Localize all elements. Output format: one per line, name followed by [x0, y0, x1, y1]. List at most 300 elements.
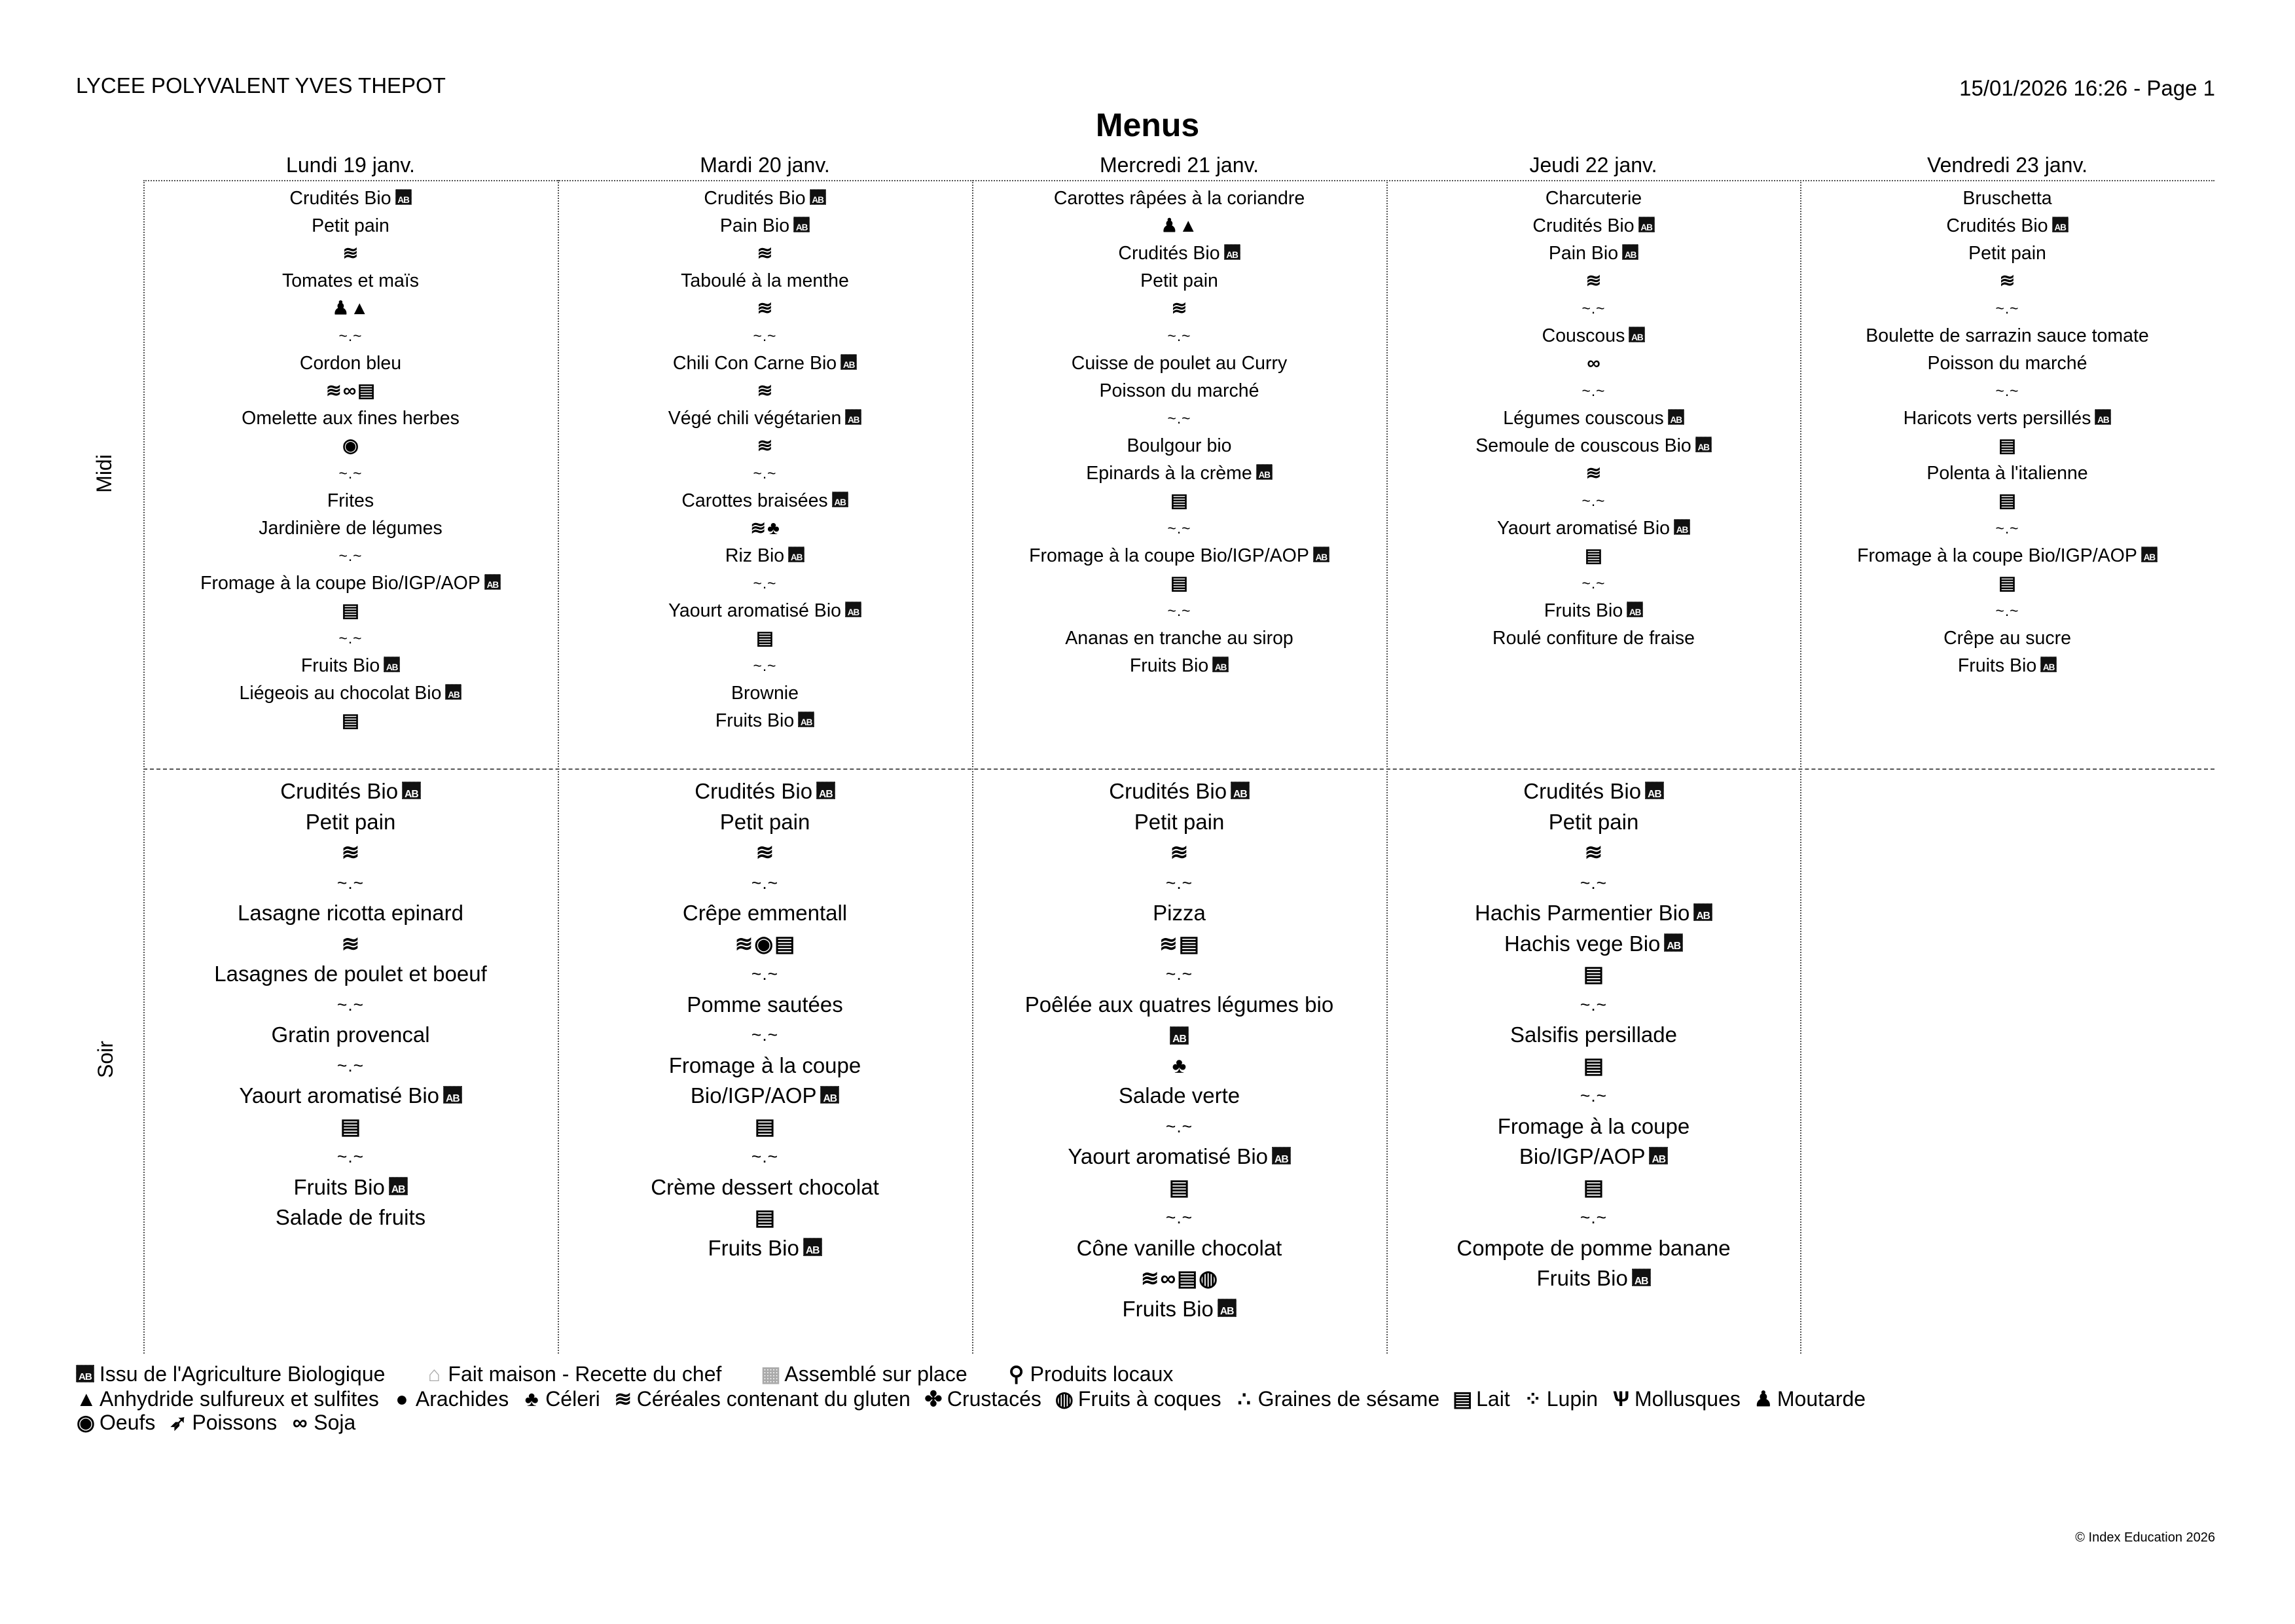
legend-label: Crustacés: [947, 1387, 1041, 1411]
course-separator: ~.~: [1995, 520, 2019, 537]
dish-label: Petit pain: [1548, 809, 1639, 834]
legend-item: [522, 1387, 600, 1411]
dish-name: [1928, 350, 2087, 377]
course-separator: ~.~: [1580, 873, 1608, 893]
dish-label: Cordon bleu: [299, 353, 402, 374]
dish-name: [1072, 350, 1288, 377]
course-separator: ~.~: [1165, 964, 1193, 984]
organic-label-icon: [484, 574, 501, 590]
dish-name: [1926, 460, 2087, 487]
organic-label-icon: [1693, 903, 1712, 922]
dish-name: [1140, 267, 1218, 295]
local-product-icon: ⚲: [1008, 1362, 1024, 1386]
gluten-icon: ≋: [325, 380, 342, 401]
course-separator: ~.~: [1581, 382, 1606, 399]
dish-label: Hachis vege Bio: [1504, 931, 1661, 956]
course-separator: ~.~: [1167, 410, 1191, 427]
soy-icon: ∞: [292, 1411, 308, 1434]
dish-name: [668, 597, 861, 624]
dish-label: Yaourt aromatisé Bio: [239, 1083, 440, 1108]
dish-name: [200, 569, 501, 597]
course-separator: ~.~: [751, 1025, 779, 1045]
legend-item: [1611, 1387, 1741, 1411]
sulfites-icon: ▲: [76, 1387, 97, 1411]
dish-label: Crudités Bio: [704, 188, 806, 209]
gluten-icon: ≋: [1585, 463, 1602, 484]
milk-icon: ▤: [1170, 573, 1188, 594]
course-separator: ~.~: [1581, 575, 1606, 592]
allergen-icons: [342, 929, 360, 960]
milk-icon: ▤: [774, 931, 795, 956]
menu-cell-soir: [143, 776, 558, 1233]
dish-name: [1475, 432, 1712, 460]
gluten-icon: ≋: [757, 298, 773, 319]
course-separator: ~.~: [1580, 1086, 1608, 1106]
menu-cell-midi: [1386, 185, 1801, 652]
legend-row: [76, 1362, 1186, 1386]
course-separator: ~.~: [1580, 994, 1608, 1015]
legend-label: Issu de l'Agriculture Biologique: [99, 1362, 386, 1386]
dish-name: [669, 1051, 861, 1081]
milk-icon: ▤: [1998, 573, 2016, 594]
organic-label-icon: [1668, 409, 1684, 425]
dish-label: Pain Bio: [719, 215, 790, 236]
dish-label: Jardinière de légumes: [259, 518, 443, 539]
dish-label: Crudités Bio: [1118, 243, 1220, 264]
dish-name: [293, 1172, 407, 1203]
legend-label: Graines de sésame: [1257, 1387, 1440, 1411]
milk-icon: ▤: [754, 1113, 776, 1138]
print-date-page: 15/01/2026 16:26 - Page 1: [1959, 76, 2215, 100]
dish-label: Crudités Bio: [289, 188, 391, 209]
dish-name: [1943, 624, 2071, 652]
milk-icon: ▤: [1585, 545, 1602, 566]
milk-icon: ▤: [1998, 435, 2016, 456]
dish-name: [1904, 405, 2112, 432]
legend-label: Lupin: [1546, 1387, 1599, 1411]
dish-name: [720, 807, 810, 838]
dish-name: [1958, 652, 2057, 679]
dish-label: Crudités Bio: [280, 779, 399, 803]
legend-label: Fruits à coques: [1077, 1387, 1221, 1411]
dish-label: Légumes couscous: [1503, 408, 1664, 429]
mustard-icon: ♟: [1161, 215, 1178, 236]
dish-label: Fromage à la coupe Bio/IGP/AOP: [200, 573, 480, 594]
dish-name: [306, 807, 396, 838]
dish-name: [1068, 1142, 1290, 1172]
organic-label-icon: [1649, 1147, 1668, 1165]
dish-name: [1118, 240, 1240, 267]
organic-label-icon: [1256, 464, 1273, 480]
legend-item: [1007, 1362, 1174, 1386]
dish-label: Fromage à la coupe: [668, 1053, 861, 1077]
organic-label-icon: [820, 1086, 839, 1104]
legend-item: [761, 1362, 967, 1386]
grid-top-line: [143, 180, 2214, 181]
dish-label: Fromage à la coupe Bio/IGP/AOP: [1857, 545, 2137, 566]
milk-icon: ▤: [1168, 1174, 1190, 1199]
course-separator: ~.~: [751, 873, 779, 893]
organic-label-icon: [1170, 1026, 1189, 1045]
allergen-icons: [1998, 432, 2016, 460]
dish-label: Fruits Bio: [1536, 1266, 1628, 1290]
milk-icon: ▤: [340, 1113, 361, 1138]
organic-label-icon: [840, 354, 857, 370]
dish-label: Fruits Bio: [708, 1235, 799, 1260]
dish-label: Omelette aux fines herbes: [242, 408, 460, 429]
dish-name: [1866, 322, 2149, 350]
course-separator: ~.~: [338, 547, 363, 564]
organic-label-icon: [798, 712, 814, 727]
course-separator: ~.~: [336, 994, 365, 1015]
legend-label: Mollusques: [1635, 1387, 1741, 1411]
legend-row: [76, 1386, 1879, 1411]
allergen-icons: [1586, 267, 1602, 295]
dish-name: [1968, 240, 2046, 267]
dish-label: Liégeois au chocolat Bio: [239, 683, 442, 704]
course-separator: ~.~: [1167, 602, 1191, 619]
dish-name: [280, 776, 420, 807]
dish-name: [1153, 898, 1206, 929]
course-separator: ~.~: [751, 964, 779, 984]
mustard-icon: ♟: [332, 298, 350, 319]
dish-name: [1497, 514, 1690, 542]
legend-item: [76, 1410, 155, 1435]
dish-name: [312, 212, 389, 240]
allergen-icons: [757, 295, 773, 322]
dish-name: [687, 990, 842, 1020]
menu-cell-midi: [143, 185, 558, 734]
dish-name: [289, 185, 411, 212]
dish-label: Végé chili végétarien: [668, 408, 842, 429]
dish-label: Taboulé à la menthe: [681, 270, 849, 291]
gluten-icon: ≋: [757, 243, 773, 264]
dish-label: Lasagnes de poulet et boeuf: [214, 962, 487, 986]
dish-name: [282, 267, 419, 295]
dish-name: [242, 405, 460, 432]
dish-name: [715, 707, 814, 734]
dish-name: [1475, 898, 1712, 929]
organic-label-icon: [1622, 244, 1638, 260]
organic-label-icon: [832, 492, 848, 507]
dish-label: Fromage à la coupe: [1497, 1113, 1690, 1138]
dish-name: [704, 185, 825, 212]
dish-name: [1504, 929, 1683, 960]
dish-name: [327, 487, 374, 514]
dish-label: Poêlée aux quatres légumes bio: [1024, 992, 1334, 1017]
gluten-icon: ≋: [1159, 931, 1178, 956]
course-separator: ~.~: [1581, 300, 1606, 317]
organic-label-icon: [788, 547, 804, 562]
dish-label: Carottes braisées: [681, 490, 828, 511]
dish-label: Poisson du marché: [1927, 353, 2087, 374]
legend-label: Poissons: [192, 1411, 278, 1434]
gluten-icon: ≋: [341, 931, 360, 956]
dish-label: Poisson du marché: [1099, 380, 1259, 401]
organic-label-icon: [389, 1177, 408, 1195]
dish-label: Fruits Bio: [1122, 1296, 1214, 1321]
milk-icon: ▤: [342, 710, 359, 731]
allergen-icons: [342, 597, 359, 624]
dish-name: [1545, 185, 1642, 212]
crustacean-icon: ✤: [924, 1387, 943, 1411]
dish-name: [1109, 776, 1249, 807]
dish-label: Crudités Bio: [695, 779, 813, 803]
course-separator: ~.~: [336, 1055, 365, 1075]
mollusc-icon: Ѱ: [1612, 1387, 1629, 1411]
soy-icon: ∞: [1587, 353, 1600, 374]
allergen-icons: [1159, 929, 1199, 960]
dish-name: [695, 776, 835, 807]
nuts-icon: ◍: [1055, 1387, 1074, 1411]
dish-label: Compote de pomme banane: [1456, 1235, 1731, 1260]
milk-icon: ▤: [1998, 490, 2016, 511]
milk-icon: ▤: [342, 600, 359, 621]
allergen-icons: [340, 1111, 361, 1142]
dish-label: Petit pain: [1968, 243, 2046, 264]
course-separator: ~.~: [338, 465, 363, 482]
dish-name: [271, 1020, 429, 1051]
legend-item: [1754, 1386, 1866, 1411]
organic-label-icon: [1627, 602, 1643, 617]
course-separator: ~.~: [336, 1147, 365, 1166]
allergen-icons: [342, 432, 359, 460]
allergen-icons: [1998, 487, 2016, 514]
dish-name: [720, 212, 810, 240]
dish-name: [1127, 432, 1231, 460]
celery-icon: ♣: [767, 518, 780, 539]
milk-icon: ▤: [1178, 931, 1199, 956]
course-separator: ~.~: [1167, 327, 1191, 344]
legend-item: [1055, 1386, 1221, 1411]
dish-name: [1456, 1233, 1730, 1264]
dish-name: [725, 542, 804, 569]
dish-label: Yaourt aromatisé Bio: [1496, 518, 1670, 539]
gluten-icon: ≋: [341, 840, 360, 864]
dish-name: [1857, 542, 2158, 569]
dish-name: [1492, 624, 1695, 652]
legend-item: [1523, 1386, 1598, 1411]
gluten-icon: ≋: [1170, 840, 1189, 864]
grid-midi-soir-divider: [143, 768, 2214, 770]
dish-name: [259, 514, 442, 542]
allergen-icons: [757, 240, 773, 267]
legend-item: [76, 1362, 385, 1386]
organic-label-icon: [845, 602, 861, 617]
allergen-icons: [750, 514, 780, 542]
allergen-icons: [1587, 350, 1600, 377]
dish-label: Salade verte: [1118, 1083, 1240, 1108]
legend-item: [1453, 1386, 1510, 1411]
school-name: LYCEE POLYVALENT YVES THEPOT: [76, 73, 446, 98]
allergen-icons: [1170, 487, 1188, 514]
gluten-icon: ≋: [1140, 1266, 1159, 1290]
milk-icon: ▤: [1583, 1174, 1604, 1199]
dish-label: Salsifis persillade: [1510, 1022, 1677, 1047]
organic-label-icon: [402, 782, 421, 800]
legend-label: Céréales contenant du gluten: [636, 1387, 911, 1411]
course-separator: ~.~: [1167, 520, 1191, 537]
legend-label: Anhydride sulfureux et sulfites: [99, 1387, 379, 1411]
legend-label: Moutarde: [1777, 1387, 1866, 1411]
organic-label-icon: [445, 684, 461, 700]
day-header-lundi: Lundi 19 janv.: [286, 153, 415, 177]
organic-label-icon: [1231, 782, 1250, 800]
celery-icon: ♣: [524, 1387, 539, 1411]
sesame-icon: ∴: [1237, 1387, 1251, 1411]
dish-label: Hachis Parmentier Bio: [1475, 901, 1690, 925]
dish-name: [1532, 212, 1654, 240]
allergen-icons: [342, 707, 359, 734]
allergen-icons: [1585, 837, 1603, 868]
dish-label: Petit pain: [312, 215, 389, 236]
dish-name: [1549, 807, 1639, 838]
dish-label: Crudités Bio: [1523, 779, 1642, 803]
dish-name: [1122, 1294, 1236, 1325]
dish-label: Haricots verts persillés: [1903, 408, 2091, 429]
dish-label: Crème dessert chocolat: [651, 1174, 879, 1199]
organic-label-icon: [1218, 1299, 1237, 1317]
allergen-icons: [735, 929, 795, 960]
dish-name: [1946, 212, 2068, 240]
allergen-icons: [1998, 569, 2016, 597]
legend-item: [76, 1387, 379, 1411]
day-header-mardi: Mardi 20 janv.: [700, 153, 830, 177]
organic-label-icon: [810, 189, 826, 205]
dish-label: Lasagne ricotta epinard: [238, 901, 463, 925]
dish-label: Fromage à la coupe Bio/IGP/AOP: [1029, 545, 1309, 566]
allergen-icons: [1170, 1020, 1189, 1051]
dish-label: Bio/IGP/AOP: [690, 1083, 817, 1108]
dish-name: [1100, 377, 1259, 405]
gluten-icon: ≋: [750, 518, 767, 539]
milk-icon: ▤: [1453, 1387, 1473, 1411]
dish-label: Pizza: [1153, 901, 1206, 925]
organic-label-icon: [1664, 933, 1683, 952]
dish-label: Fruits Bio: [715, 710, 795, 731]
dish-label: Pomme sautées: [687, 992, 843, 1017]
celery-icon: ♣: [1172, 1053, 1187, 1077]
dish-label: Petit pain: [1134, 809, 1225, 834]
dish-name: [239, 1081, 461, 1111]
dish-name: [1519, 1142, 1668, 1172]
dish-label: Polenta à l'italienne: [1926, 463, 2088, 484]
dish-label: Petit pain: [305, 809, 396, 834]
dish-name: [691, 1081, 839, 1111]
dish-name: [240, 679, 462, 707]
dish-name: [681, 267, 849, 295]
dish-name: [300, 350, 401, 377]
organic-label-icon: [2052, 217, 2069, 232]
legend-label: Céleri: [545, 1387, 600, 1411]
course-separator: ~.~: [753, 327, 777, 344]
legend-label: Assemblé sur place: [784, 1362, 967, 1386]
sulfites-icon: ▲: [350, 298, 369, 319]
legend-label: Produits locaux: [1030, 1362, 1174, 1386]
page-title: Menus: [1095, 107, 1200, 143]
legend-label: Fait maison - Recette du chef: [448, 1362, 722, 1386]
allergen-icons: [1583, 1051, 1604, 1081]
allergen-icons: [1586, 460, 1602, 487]
dish-name: [731, 679, 799, 707]
milk-icon: ▤: [754, 1205, 776, 1229]
legend-item: [424, 1362, 721, 1386]
gluten-icon: ≋: [757, 435, 773, 456]
dish-label: Ananas en tranche au sirop: [1065, 628, 1293, 649]
sulfites-icon: ▲: [1179, 215, 1198, 236]
fish-icon: ➶: [169, 1411, 187, 1434]
dish-name: [1130, 652, 1229, 679]
organic-label-icon: [1629, 327, 1645, 342]
dish-name: [1544, 597, 1643, 624]
dish-label: Crudités Bio: [1109, 779, 1227, 803]
organic-label-icon: [1224, 244, 1240, 260]
menu-cell-soir: [1386, 776, 1801, 1294]
dish-label: Frites: [327, 490, 374, 511]
allergen-icons: [755, 1202, 775, 1233]
menu-cell-soir: [558, 776, 972, 1263]
dish-label: Roulé confiture de fraise: [1492, 628, 1695, 649]
allergen-icons: [1141, 1263, 1218, 1294]
dish-label: Boulette de sarrazin sauce tomate: [1866, 325, 2149, 346]
row-label-midi: Midi: [92, 454, 116, 493]
legend-item: [392, 1387, 509, 1411]
dish-label: Fruits Bio: [300, 655, 380, 676]
course-separator: ~.~: [1995, 300, 2019, 317]
milk-icon: ▤: [357, 380, 376, 401]
course-separator: ~.~: [336, 873, 365, 893]
organic-label-icon: [384, 657, 400, 672]
legend-item: [290, 1411, 355, 1435]
dish-label: Fruits Bio: [1957, 655, 2037, 676]
legend-label: Soja: [314, 1411, 356, 1434]
course-separator: ~.~: [1165, 1116, 1193, 1136]
allergen-icons: [342, 837, 360, 868]
allergen-icons: [1172, 1051, 1187, 1081]
day-header-vendredi: Vendredi 23 janv.: [1927, 153, 2087, 177]
dish-name: [276, 1202, 425, 1233]
milk-icon: ▤: [1583, 1053, 1604, 1077]
course-separator: ~.~: [338, 630, 363, 647]
peanut-icon: ●: [395, 1387, 408, 1411]
egg-icon: ◉: [77, 1411, 95, 1434]
allergen-icons: [1161, 212, 1198, 240]
dish-name: [1962, 185, 2051, 212]
soy-icon: ∞: [342, 380, 357, 401]
menu-cell-midi: [1800, 185, 2214, 679]
dish-label: Fruits Bio: [1544, 600, 1623, 621]
homemade-icon: ⌂: [427, 1362, 441, 1386]
organic-label-icon: [1645, 782, 1664, 800]
legend-item: [168, 1410, 277, 1435]
dish-name: [1503, 405, 1684, 432]
dish-name: [1523, 776, 1663, 807]
organic-label-icon: [2141, 547, 2158, 562]
course-separator: ~.~: [1165, 1208, 1193, 1227]
allergen-icons: [756, 624, 774, 652]
dish-label: Petit pain: [719, 809, 810, 834]
gluten-icon: ≋: [755, 840, 774, 864]
legend-item: [1235, 1386, 1439, 1411]
dish-name: [673, 350, 857, 377]
dish-label: Bio/IGP/AOP: [1519, 1144, 1646, 1168]
dish-name: [1549, 240, 1638, 267]
legend-item: [613, 1386, 911, 1411]
allergen-icons: [1170, 569, 1188, 597]
dish-label: Cuisse de poulet au Curry: [1071, 353, 1288, 374]
dish-label: Cône vanille chocolat: [1076, 1235, 1282, 1260]
course-separator: ~.~: [1995, 602, 2019, 619]
